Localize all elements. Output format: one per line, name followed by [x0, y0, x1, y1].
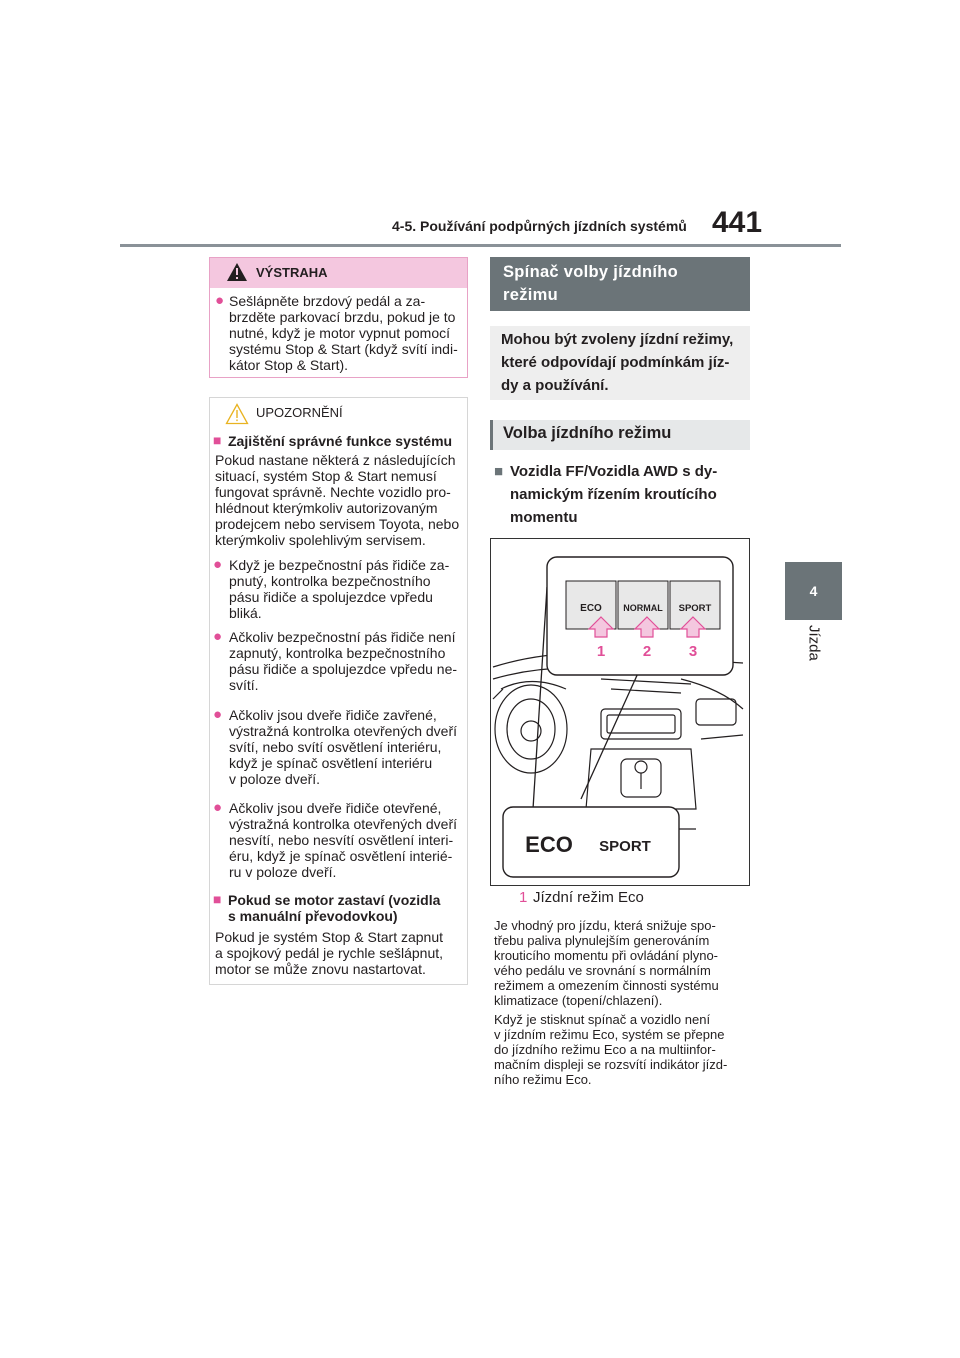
caution-triangle-icon — [225, 403, 249, 425]
page-number: 441 — [712, 206, 763, 239]
caution-paragraph-1: Pokud nastane některá z následujících situací, systém Stop & Start nemusí fungovat správně. Nechte vozidlo pro- hlédnout kterýmkoliv autorizovaným prodejcem nebo servisem Toyota, nebo kterýmkoliv spolehlivým servisem. — [215, 452, 460, 548]
bullet-icon: ● — [215, 292, 225, 309]
drive-mode-figure — [490, 538, 750, 886]
caution-bullet-2: Ačkoliv bezpečnostní pás řidiče není zapnutý, kontrolka bezpečnostního pásu řidiče a spolujezdce vpředu ne- svítí. — [229, 629, 458, 693]
caption-text: Jízdní režim Eco — [533, 889, 644, 906]
square-bullet-icon: ■ — [213, 432, 222, 448]
warning-title: VÝSTRAHA — [256, 265, 328, 280]
vehicle-heading: Vozidla FF/Vozidla AWD s dy- namickým řízením kroutícího momentu — [510, 463, 718, 526]
caution-bullet-4: Ačkoliv jsou dveře řidiče otevřené, výstražná kontrolka otevřených dveří nesvítí, nebo nesvítí osvětlení interi- éru, když je spínač osvětlení interié- ru v poloze dveří. — [229, 800, 457, 880]
intro-text: Mohou být zvoleny jízdní režimy, které odpovídají podmínkám jíz- dy a používání. — [501, 331, 734, 394]
caution-heading-1: Zajištění správné funkce systému — [228, 433, 453, 449]
eco-switch-label: ECO — [580, 603, 602, 614]
dashboard-illustration — [491, 539, 749, 885]
header-divider — [120, 244, 841, 247]
chapter-label: Jízda — [805, 625, 823, 661]
bullet-icon: ● — [213, 799, 223, 816]
description — [494, 918, 750, 1087]
chapter-tab — [785, 562, 842, 620]
caution-heading-2: Pokud se motor zastaví (vozidla s manuální převodovkou) — [228, 892, 441, 924]
caption-number: 1 — [519, 889, 528, 906]
caution-title: UPOZORNĚNÍ — [256, 405, 343, 420]
sport-indicator: SPORT — [599, 838, 651, 855]
description-paragraph-1: Je vhodný pro jízdu, která snižuje spo- třebu paliva plynulejším generováním krouticího momentu při ovládání plyno- vého pedálu ve srovnání s normálním režimem a omezením činnosti systému klimatizace (topení/chlazení). — [494, 918, 719, 1008]
bullet-icon: ● — [213, 628, 223, 645]
callout-line-left — [533, 587, 547, 809]
caution-paragraph-2: Pokud je systém Stop & Start zapnut a spojkový pedál je rychle sešlápnut, motor se může znovu nastartovat. — [215, 929, 444, 977]
callout-number-3: 3 — [688, 643, 698, 660]
callout-number-2: 2 — [642, 643, 652, 660]
section-heading: Spínač volby jízdního režimu — [503, 263, 678, 304]
warning-triangle-icon — [226, 262, 248, 282]
callout-number-1: 1 — [596, 643, 606, 660]
description-paragraph-2: Když je stisknut spínač a vozidlo není v jízdním režimu Eco, systém se přepne do jízdního režimu Eco a na multiinfor- mačním displeji se rozsvítí indikátor jízd- ního režimu Eco. — [494, 1012, 728, 1087]
warning-header — [210, 258, 467, 288]
square-bullet-icon: ■ — [213, 891, 222, 907]
bullet-icon: ● — [213, 706, 223, 723]
eco-indicator: ECO — [525, 832, 573, 857]
subsection-title: Volba jízdního režimu — [503, 424, 672, 442]
dashboard-line-art — [493, 654, 743, 830]
section-title: 4-5. Používání podpůrných jízdních systémů — [392, 218, 687, 234]
chapter-number: 4 — [809, 583, 818, 599]
caution-bullet-1: Když je bezpečnostní pás řidiče za- pnutý, kontrolka bezpečnostního pásu řidiče a spolujezdce vpředu bliká. — [229, 557, 450, 621]
square-bullet-icon: ■ — [494, 463, 504, 480]
sport-switch-label: SPORT — [678, 603, 712, 614]
caution-bullet-3: Ačkoliv jsou dveře řidiče zavřené, výstražná kontrolka otevřených dveří svítí, nebo svítí osvětlení interiéru, když je spínač osvětlení interiéru v poloze dveří. — [229, 707, 457, 787]
normal-switch-label: NORMAL — [623, 603, 663, 613]
warning-text: Sešlápněte brzdový pedál a za- brzděte parkovací brzdu, pokud je to nutné, když je motor vypnut pomocí systému Stop & Start (když svítí indi- kátor Stop & Start). — [229, 293, 458, 373]
bullet-icon: ● — [213, 556, 223, 573]
